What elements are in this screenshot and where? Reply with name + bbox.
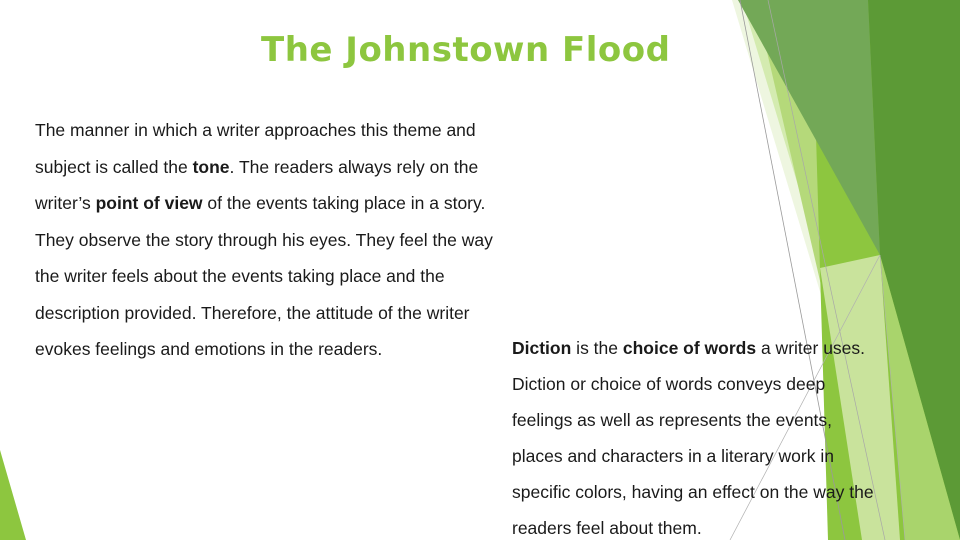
- diction-line-6: readers feel about them.: [512, 518, 702, 538]
- tone-line-7: evokes feelings and emotions in the readers.: [35, 339, 383, 359]
- diction-term: Diction: [512, 338, 572, 358]
- diction-line-4: places and characters in a literary work in: [512, 446, 834, 466]
- diction-line-3: feelings as well as represents the events,: [512, 410, 833, 430]
- choice-of-words-term: choice of words: [622, 338, 757, 358]
- slide-title: The Johnstown Flood: [261, 30, 671, 70]
- tone-line-2: subject is called the tone. The readers always rely on the: [35, 156, 479, 177]
- point-of-view-term: point of view: [95, 193, 203, 213]
- tone-line-3: writer’s point of view of the events taking place in a story.: [35, 193, 486, 213]
- diction-line-5: specific colors, having an effect on the way the: [512, 482, 874, 502]
- tone-line-6: description provided. Therefore, the attitude of the writer: [35, 302, 470, 323]
- diction-paragraph: [512, 330, 874, 540]
- tone-line-5: the writer feels about the events taking place and the: [35, 266, 445, 286]
- tone-line-1: The manner in which a writer approaches this theme and: [35, 120, 476, 140]
- tone-paragraph: [35, 112, 493, 368]
- tone-line-4: They observe the story through his eyes. They feel the way: [35, 229, 493, 250]
- diction-line-2: Diction or choice of words conveys deep: [512, 374, 826, 394]
- diction-line-1: Diction is the choice of words a writer uses.: [512, 338, 866, 358]
- tone-term: tone: [192, 156, 230, 177]
